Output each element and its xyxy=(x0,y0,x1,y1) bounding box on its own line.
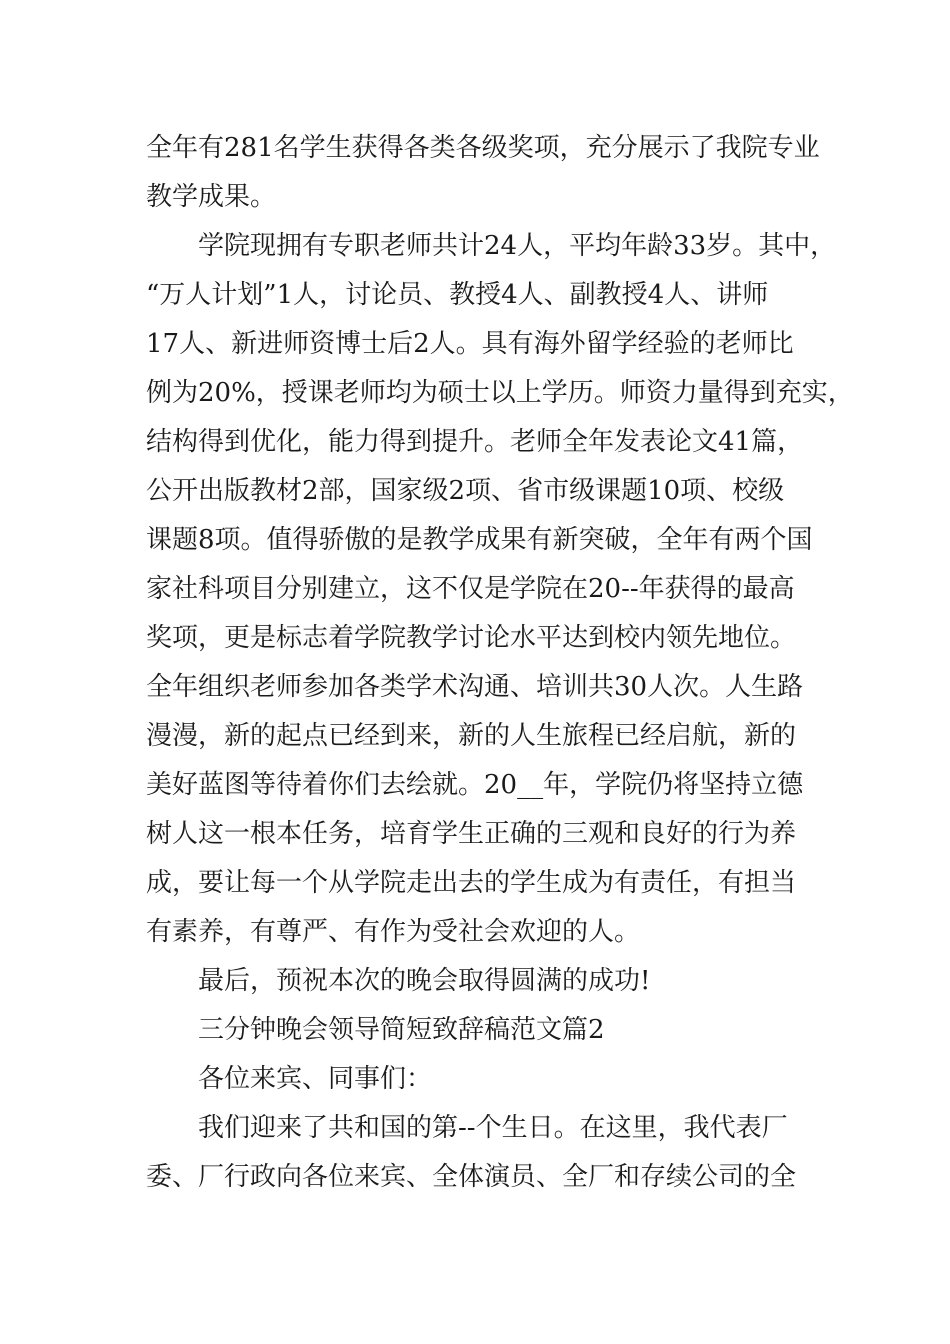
text-line-17: 有素养，有尊严、有作为受社会欢迎的人。 xyxy=(146,917,641,947)
text-line-10: 家社科项目分别建立，这不仅是学院在20--年获得的最高 xyxy=(146,574,795,604)
text-line-6: 例为20%，授课老师均为硕士以上学历。师资力量得到充实， xyxy=(146,378,854,408)
text-line-3: 学院现拥有专职老师共计24人，平均年龄33岁。其中， xyxy=(198,231,837,261)
text-line-16: 成，要让每一个从学院走出去的学生成为有责任，有担当 xyxy=(146,868,797,898)
text-line-7: 结构得到优化，能力得到提升。老师全年发表论文41篇， xyxy=(146,427,804,457)
text-line-4: “万人计划”1人，讨论员、教授4人、副教授4人、讲师 xyxy=(146,280,769,310)
text-line-9: 课题8项。值得骄傲的是教学成果有新突破，全年有两个国 xyxy=(146,525,813,555)
text-line-22: 委、厂行政向各位来宾、全体演员、全厂和存续公司的全 xyxy=(146,1162,797,1192)
document-body xyxy=(146,124,854,1202)
text-line-13: 漫漫，新的起点已经到来，新的人生旅程已经启航，新的 xyxy=(146,721,797,751)
text-line-12: 全年组织老师参加各类学术沟通、培训共30人次。人生路 xyxy=(146,672,804,702)
text-line-1: 全年有281名学生获得各类各级奖项，充分展示了我院专业 xyxy=(146,133,820,163)
text-line-2: 教学成果。 xyxy=(146,182,277,212)
text-line-15: 树人这一根本任务，培育学生正确的三观和良好的行为养 xyxy=(146,819,797,849)
section-heading: 三分钟晚会领导简短致辞稿范文篇2 xyxy=(198,1015,605,1045)
text-line-8: 公开出版教材2部，国家级2项、省市级课题10项、校级 xyxy=(146,476,785,506)
salutation: 各位来宾、同事们： xyxy=(198,1064,433,1094)
text-line-21: 我们迎来了共和国的第--个生日。在这里，我代表厂 xyxy=(198,1113,788,1143)
text-line-18: 最后，预祝本次的晚会取得圆满的成功! xyxy=(198,966,651,996)
text-line-14: 美好蓝图等待着你们去绘就。20__年，学院仍将坚持立德 xyxy=(146,770,804,800)
text-line-5: 17人、新进师资博士后2人。具有海外留学经验的老师比 xyxy=(146,329,794,359)
text-line-11: 奖项，更是标志着学院教学讨论水平达到校内领先地位。 xyxy=(146,623,797,653)
